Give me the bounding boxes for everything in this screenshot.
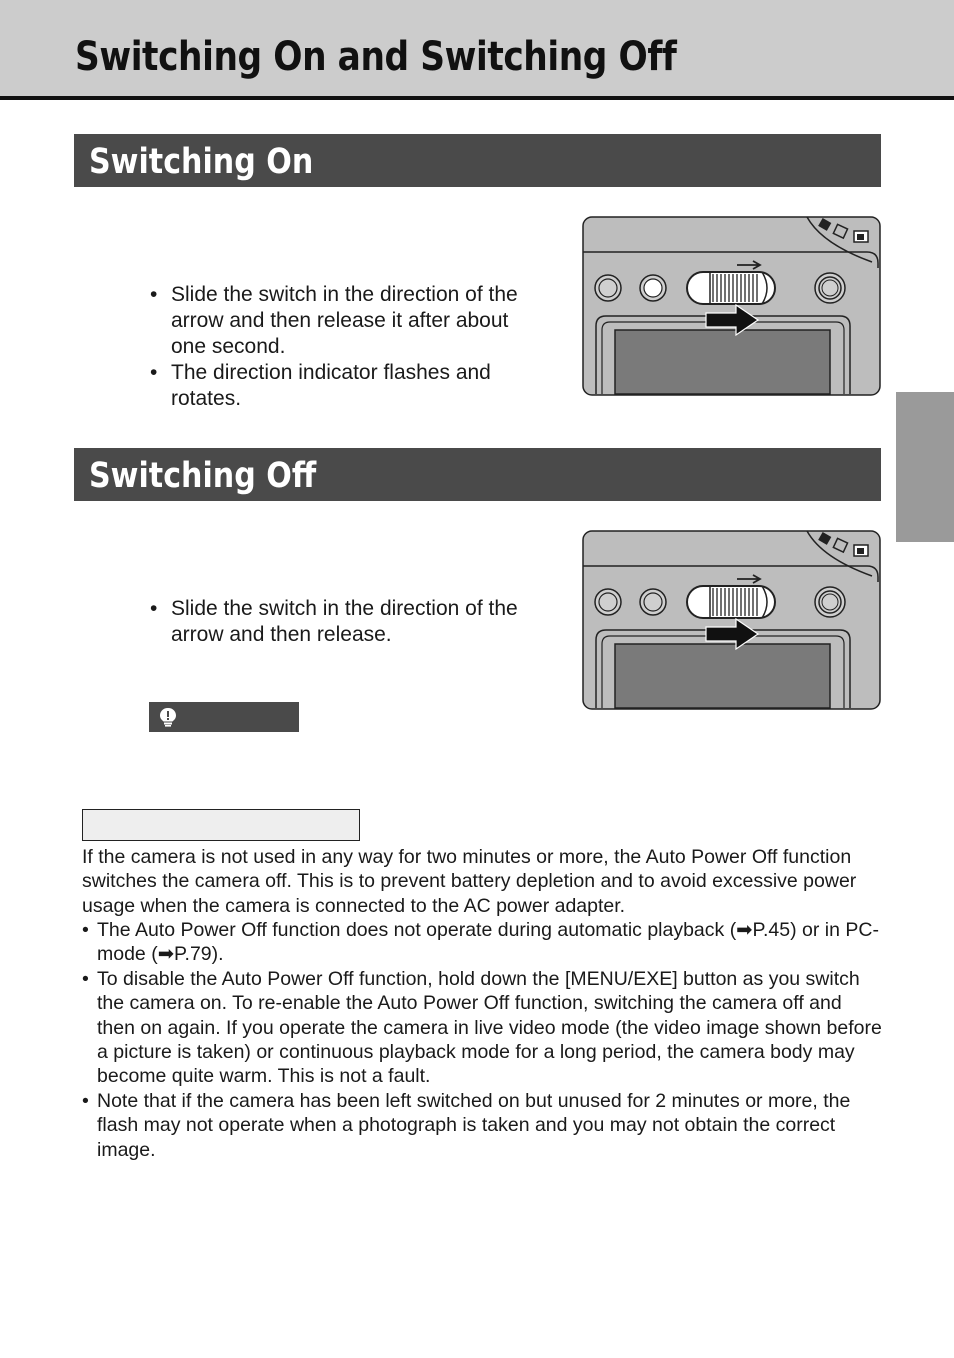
chapter-side-tab [896,392,954,542]
auto-power-off-heading-box [82,809,360,841]
auto-power-off-intro: If the camera is not used in any way for two minutes or more, the Auto Power Off function switches the camera off. This is to prevent battery depletion and to avoid excessive power usage when the camera is connected to the AC power adapter. [82,846,857,917]
list-item: • Note that if the camera has been left switched on but unused for 2 minutes or more, the flash may not operate when a photograph is taken and you may not obtain the correct image. [82,1089,882,1162]
list-item: • To disable the Auto Power Off function, hold down the [MENU/EXE] button as you switch the camera on. To re-enable the Auto Power Off function, switching the camera off and then on again. If you operate the camera in live video mode (the video image shown before a picture is taken) or continuous playback mode for a long period, the camera body may become quite warm. This is not a fault. [82,967,882,1089]
camera-power-switch-illustration [582,216,881,396]
section-bar-switching-off [74,448,881,501]
note-badge [149,702,299,732]
auto-power-off-notes [82,918,882,1162]
list-item: • Slide the switch in the direction of the arrow and then release. [150,596,540,648]
lightbulb-icon [157,707,179,727]
switching-off-bullets [150,596,540,648]
switching-on-bullets [150,282,540,412]
list-item: • The Auto Power Off function does not operate during automatic playback (➡P.45) or in PC-mode (➡P.79). [82,918,882,967]
page-title: Switching On and Switching Off [75,34,677,80]
list-item: • Slide the switch in the direction of the arrow and then release it after about one second. [150,282,540,360]
camera-power-switch-illustration [582,530,881,710]
section-title-switching-on: Switching On [89,142,314,182]
section-bar-switching-on [74,134,881,187]
list-item: • The direction indicator flashes and rotates. [150,360,540,412]
section-title-switching-off: Switching Off [89,456,317,496]
